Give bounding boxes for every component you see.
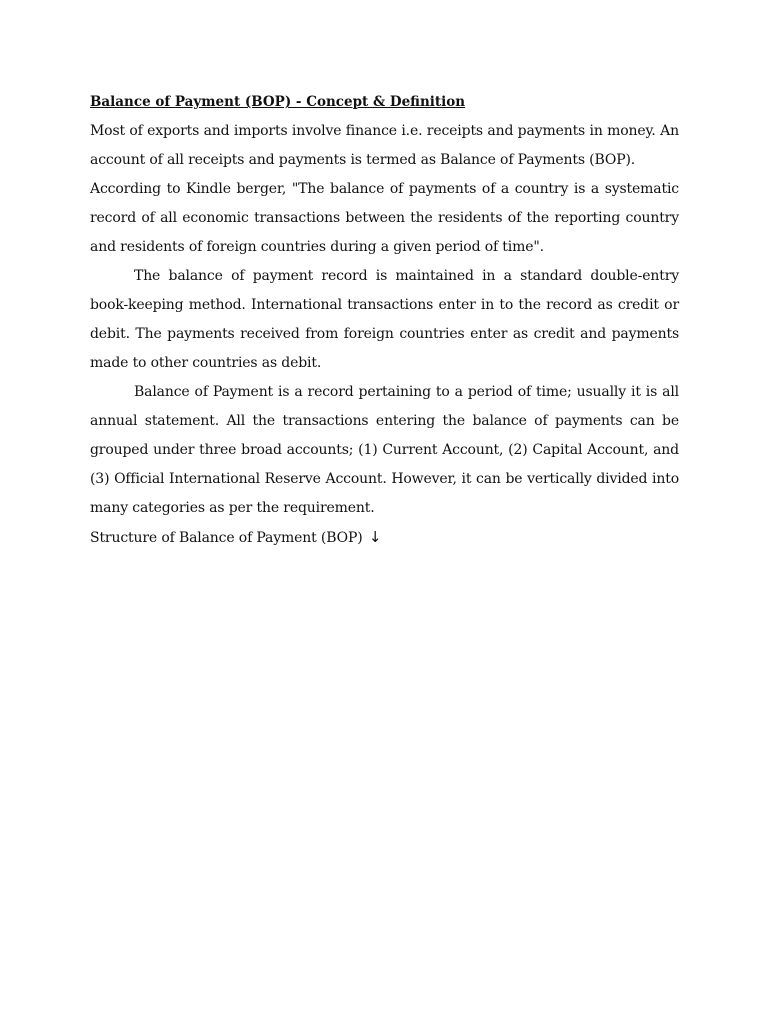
structure-caption [90,523,679,553]
document-heading: Balance of Payment (BOP) - Concept & Definition [90,94,466,110]
paragraph-kindleberger-definition: According to Kindle berger, "The balance of payments of a country is a systematic record of all economic transactions between the residents of the reporting country and residents of foreign countries during a given period of time". [90,181,679,255]
paragraph-double-entry: The balance of payment record is maintained in a standard double-entry book-keeping method. International transactions enter in to the record as credit or debit. The payments received from foreign countries enter as credit and payments made to other countries as debit. [90,268,679,371]
paragraph-accounts: Balance of Payment is a record pertaining to a period of time; usually it is all annual statement. All the transactions entering the balance of payments can be grouped under three broad accounts; (1) Current Account, (2) Capital Account, and (3) Official International Reserve Account. However, it can be vertically divided into many categories as per the requirement. [90,384,679,516]
structure-caption-text: Structure of Balance of Payment (BOP) [90,530,363,546]
down-arrow-icon: ↓ [368,528,382,546]
paragraph-intro: Most of exports and imports involve finance i.e. receipts and payments in money. An account of all receipts and payments is termed as Balance of Payments (BOP). [90,123,679,168]
document-page [90,90,679,553]
